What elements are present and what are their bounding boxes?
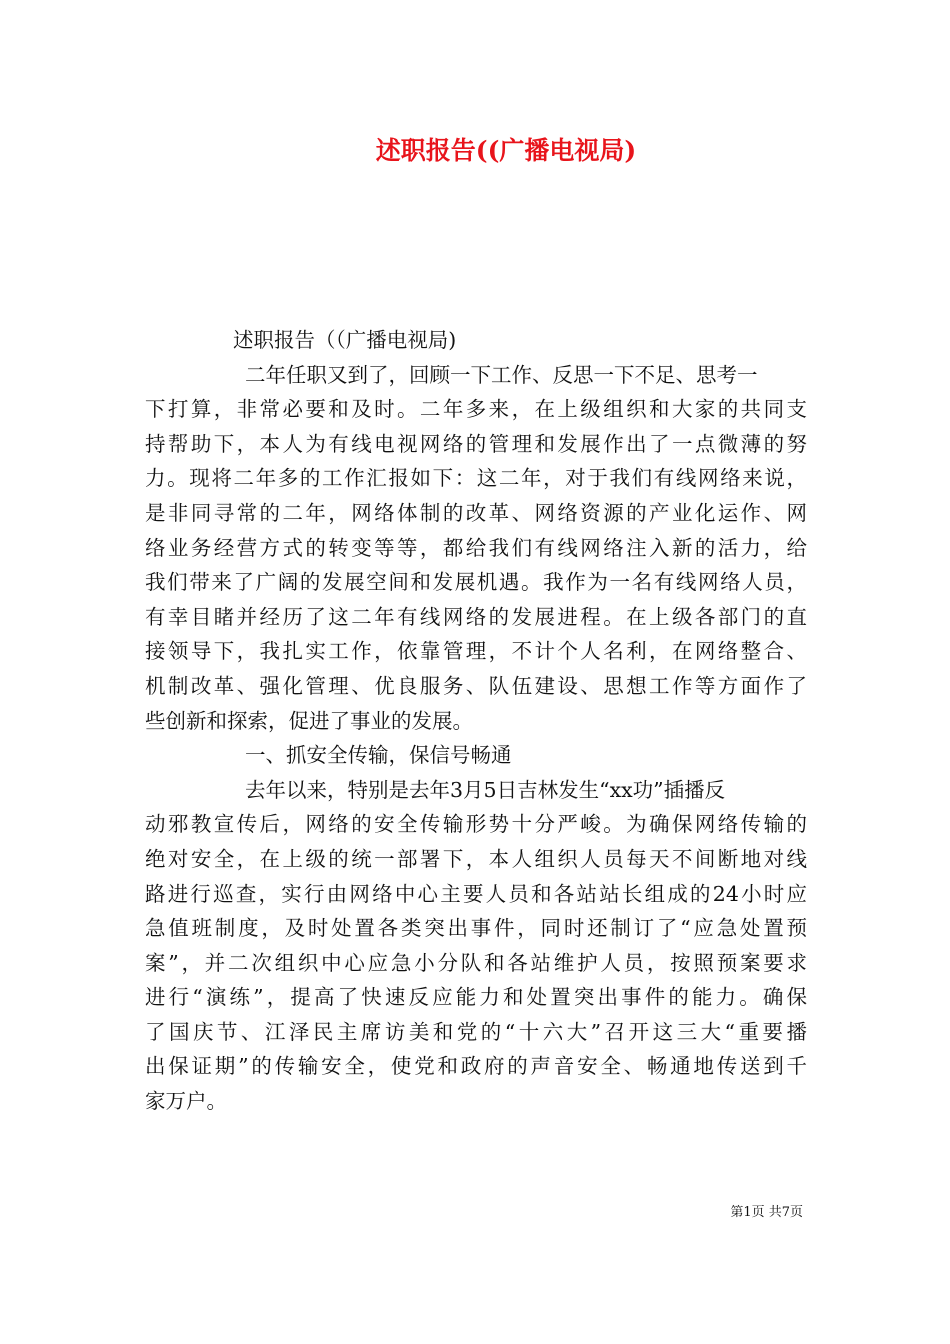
paragraph-line: 进行“演练”，提高了快速反应能力和处置突出事件的能力。确保 — [145, 985, 807, 1010]
document-subtitle: 述职报告（（广播电视局) — [233, 328, 457, 352]
section-heading: 一、抓安全传输，保信号畅通 — [245, 743, 512, 768]
paragraph-intro — [145, 358, 807, 739]
paragraph-line: 有幸目睹并经历了这二年有线网络的发展进程。在上级各部门的直 — [145, 604, 807, 629]
paragraph-line: 绝对安全，在上级的统一部署下，本人组织人员每天不间断地对线 — [145, 846, 807, 871]
document-body — [145, 323, 807, 1119]
paragraph-line: 些创新和探索，促进了事业的发展。 — [145, 708, 473, 733]
page-number: 第1页 共7页 — [730, 1205, 803, 1220]
paragraph-line: 络业务经营方式的转变等等，都给我们有线网络注入新的活力，给 — [145, 535, 807, 560]
paragraph-line: 了国庆节、江泽民主席访美和党的“十六大”召开这三大“重要播 — [145, 1019, 807, 1044]
paragraph-line: 去年以来，特别是去年3月5日吉林发生“xx功”插播反 — [245, 777, 726, 802]
paragraph-line: 动邪教宣传后，网络的安全传输形势十分严峻。为确保网络传输的 — [145, 812, 807, 837]
paragraph-line: 急值班制度，及时处置各类突出事件，同时还制订了“应急处置预 — [145, 916, 807, 941]
paragraph-line: 下打算，非常必要和及时。二年多来，在上级组织和大家的共同支 — [145, 397, 807, 422]
paragraph-line: 二年任职又到了，回顾一下工作、反思一下不足、思考一 — [245, 362, 758, 387]
paragraph-line: 是非同寻常的二年，网络体制的改革、网络资源的产业化运作、网 — [145, 500, 807, 525]
paragraph-line: 力。现将二年多的工作汇报如下：这二年，对于我们有线网络来说， — [145, 466, 807, 491]
page-title: 述职报告((广播电视局) — [375, 136, 637, 165]
paragraph-line: 案”，并二次组织中心应急小分队和各站维护人员，按照预案要求 — [145, 950, 807, 975]
paragraph-line: 机制改革、强化管理、优良服务、队伍建设、思想工作等方面作了 — [145, 673, 807, 698]
paragraph-safety — [145, 773, 807, 1119]
paragraph-line: 路进行巡查，实行由网络中心主要人员和各站站长组成的24小时应 — [145, 881, 807, 906]
paragraph-line: 家万户。 — [145, 1089, 227, 1114]
paragraph-line: 出保证期”的传输安全，使党和政府的声音安全、畅通地传送到千 — [145, 1054, 807, 1079]
paragraph-line: 接领导下，我扎实工作，依靠管理，不计个人名利，在网络整合、 — [145, 639, 807, 664]
paragraph-line: 持帮助下，本人为有线电视网络的管理和发展作出了一点微薄的努 — [145, 431, 807, 456]
paragraph-line: 我们带来了广阔的发展空间和发展机遇。我作为一名有线网络人员， — [145, 570, 807, 595]
